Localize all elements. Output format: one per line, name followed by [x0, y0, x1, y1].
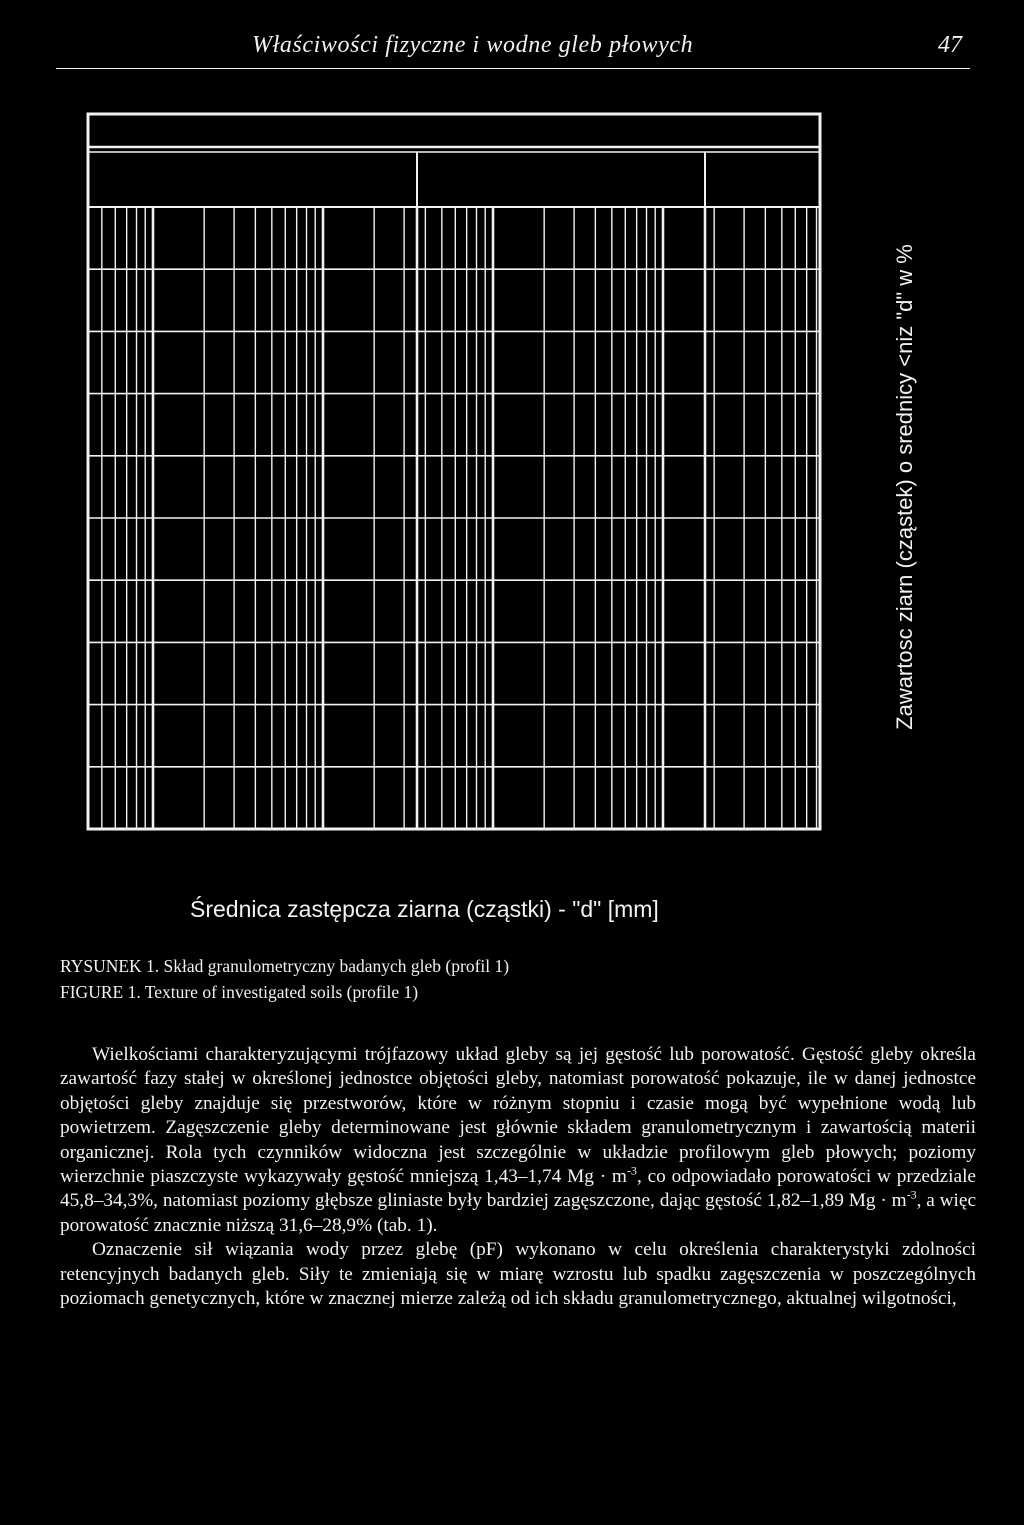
y-axis-label: Zawartosc ziarn (cząstek) o srednicy <niz "d" w %	[892, 244, 917, 730]
chart-grid	[88, 114, 820, 829]
body-text	[60, 1043, 976, 1311]
figure-caption-en: FIGURE 1. Texture of investigated soils (profile 1)	[60, 982, 419, 1002]
page-number: 47	[938, 32, 962, 58]
paragraph-2: Oznaczenie sił wiązania wody przez glebę (pF) wykonano w celu określenia charakterystyki zdolności retencyjnych badanych gleb. Siły te zmieniają się w miarę wzrostu lub spadku zagęszczenia w poszczególnych poziomach genetycznych, które w znacznej mierze zależą od ich składu granulometrycznego, aktualnej wilgotności,	[60, 1239, 976, 1310]
running-title: Właściwości fizyczne i wodne gleb płowych	[252, 32, 694, 58]
x-axis-label: Średnica zastępcza ziarna (cząstki) - "d" [mm]	[190, 896, 659, 922]
paragraph-1: Wielkościami charakteryzującymi trójfazowy układ gleby są jej gęstość lub porowatość. Gęstość gleby określa zawartość fazy stałej w określonej jednostce objętości gleby, natomiast porowatość pokazuje, ile w danej jednostce objętości gleby znajduje się przestworów, które w różnym stopniu i czasie mogą być wypełnione wodą lub powietrzem. Zagęszczenie gleby determinowane jest głównie składem granulometrycznym i zawartością materii organicznej. Rola tych czynników widoczna jest szczególnie w układzie profilowym gleb płowych; poziomy wierzchnie piaszczyste wykazywały gęstość mniejszą 1,43–1,74 $Mg \cdot m^{-3}$, co odpowiadało porowatości w przedziale 45,8–34,3%, natomiast poziomy głębsze gliniaste były bardziej zagęszczone, dając gęstość 1,82–1,89 $Mg \cdot m^{-3}$, a więc porowatość znacznie niższą 31,6–28,9% (tab. 1).	[60, 1044, 976, 1236]
chart-frame	[88, 114, 820, 829]
figure-caption-pl: RYSUNEK 1. Skład granulometryczny badanych gleb (profil 1)	[60, 956, 510, 976]
